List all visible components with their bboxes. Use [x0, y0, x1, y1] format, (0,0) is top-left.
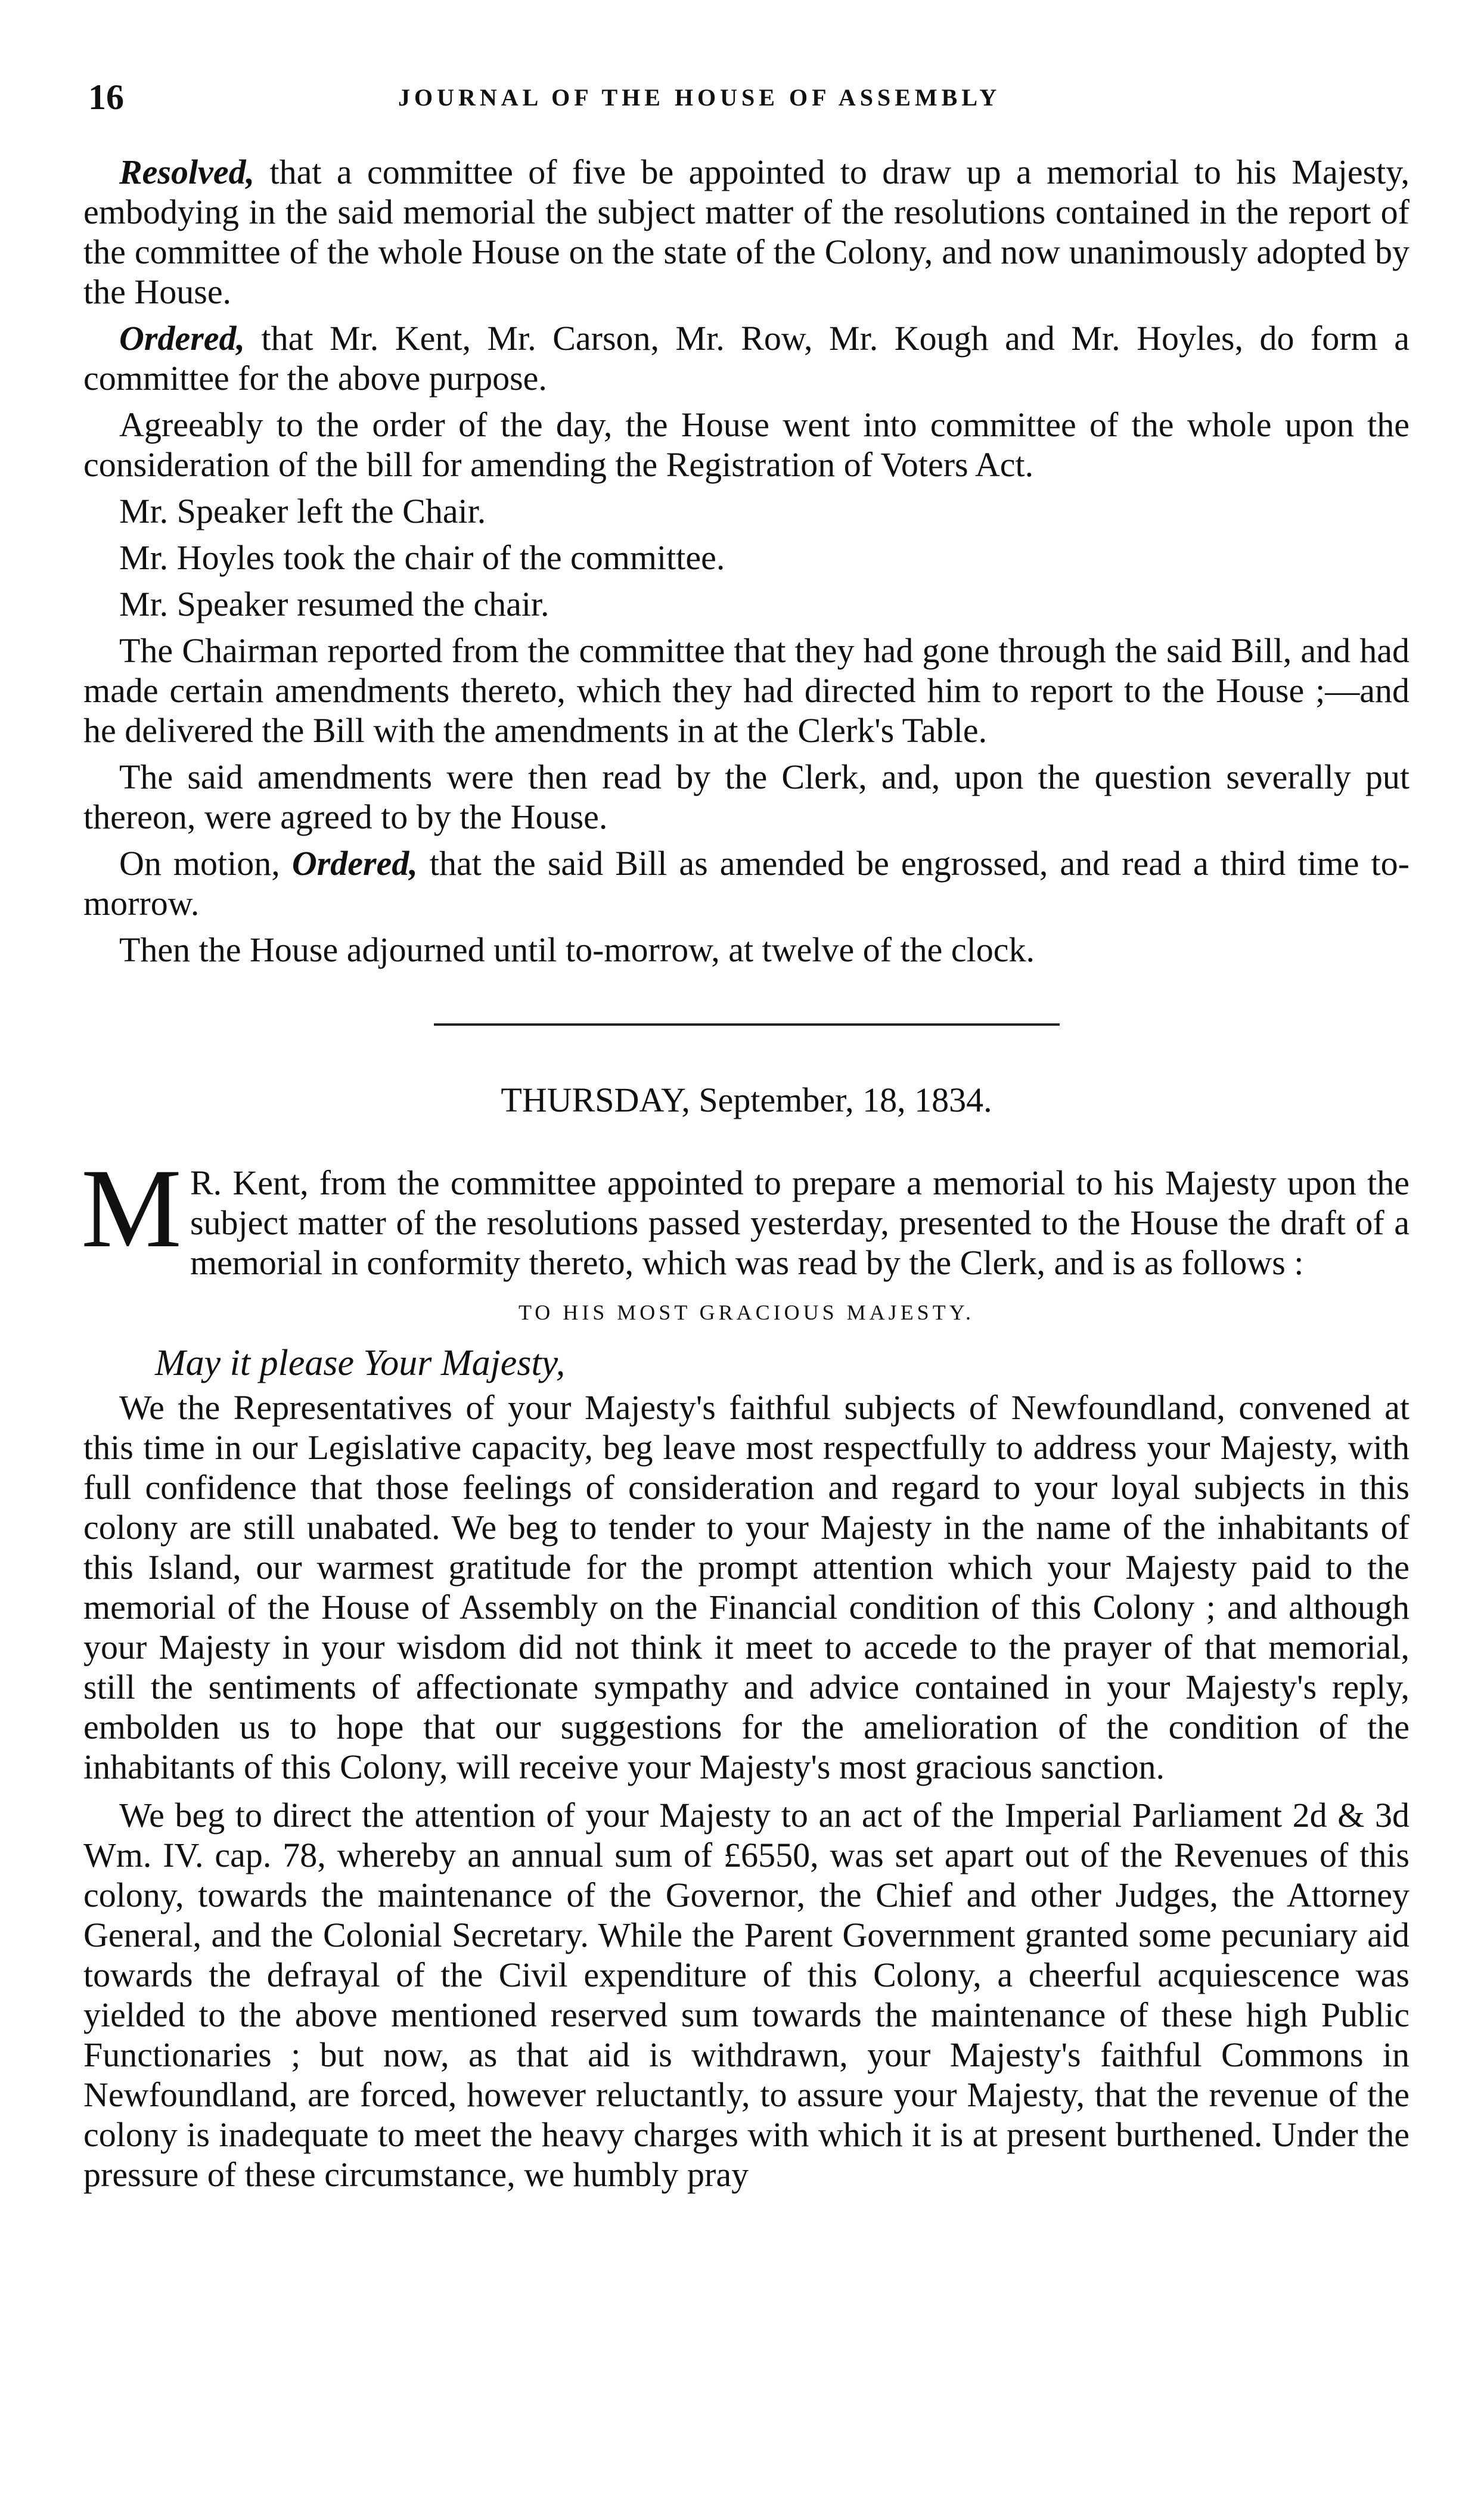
resolution-text: that a committee of five be appointed to draw up a memorial to his Majesty, embodying in the said memorial the subject matter of the resolutions contained in the report of the committee of the whole House on the state of the Colony, and now unanimously adopted by the House.	[83, 153, 1410, 311]
memorial-paragraph: We the Representatives of your Majesty's faithful subjects of Newfoundland, convened at this time in our Legislative capacity, beg leave most respectfully to address your Majesty, with full confidence that those feelings of consideration and regard to your loyal subjects in this colony are still unabated. We beg to tender to your Majesty in the name of the inhabitants of this Island, our warmest gratitude for the prompt attention which your Majesty paid to the memorial of the House of Assembly on the Financial condition of this Colony ; and although your Majesty in your wisdom did not think it meet to accede to the prayer of that memorial, still the sentiments of affectionate sympathy and advice contained in your Majesty's reply, embolden us to hope that our suggestions for the amelioration of the condition of the inhabitants of this Colony, will receive your Majesty's most gracious sanction.	[83, 1388, 1410, 1786]
chairman-report-paragraph: The Chairman reported from the committee that they had gone through the said Bill, and had made certain amendments thereto, which they had directed him to report to the House ;—and he delivered the Bill with the amendments in at the Clerk's Table.	[83, 631, 1410, 750]
memorial-body	[83, 1388, 1410, 2194]
adjournment-paragraph: Then the House adjourned until to-morrow, at twelve of the clock.	[119, 930, 1035, 969]
date-heading: THURSDAY, September, 18, 1834.	[501, 1081, 992, 1119]
resolved-label: Resolved,	[119, 153, 255, 191]
speaker-left-paragraph: Mr. Speaker left the Chair.	[119, 492, 486, 530]
memorial-title: TO HIS MOST GRACIOUS MAJESTY.	[518, 1300, 975, 1324]
memorial-paragraph: We beg to direct the attention of your Majesty to an act of the Imperial Parliament 2d & 3d Wm. IV. cap. 78, whereby an annual sum of £6550, was set apart out of the Revenues of this colony, towards the maintenance of the Governor, the Chief and other Judges, the Attorney General, and the Colonial Secretary. While the Parent Government granted some pecuniary aid towards the defrayal of the Civil expenditure of this Colony, a cheerful acquiescence was yielded to the above mentioned reserved sum towards the maintenance of these high Public Functionaries ; but now, as that aid is withdrawn, your Majesty's faithful Commons in Newfoundland, are forced, however reluctantly, to assure your Majesty, that the revenue of the colony is inadequate to meet the heavy charges with which it is at present burthened. Under the pressure of these circumstance, we humbly pray	[83, 1796, 1410, 2194]
committee-of-whole-paragraph: Agreeably to the order of the day, the House went into committee of the whole upon the consideration of the bill for amending the Registration of Voters Act.	[83, 405, 1410, 484]
drop-cap: M	[81, 1146, 182, 1271]
body-text	[83, 152, 1410, 2203]
running-head: JOURNAL OF THE HOUSE OF ASSEMBLY	[398, 84, 1001, 111]
memorial-intro-paragraph	[81, 1146, 1410, 1283]
engrossed-text: that the said Bill as amended be engrossed, and read a third time to-morrow.	[83, 844, 1410, 923]
page-header	[88, 76, 1405, 118]
engrossed-paragraph	[83, 843, 1410, 923]
amendments-agreed-paragraph: The said amendments were then read by the Clerk, and, upon the question severally put thereon, were agreed to by the House.	[83, 758, 1410, 836]
page-number: 16	[88, 77, 124, 117]
ordered-label: Ordered,	[291, 844, 418, 883]
motion-prefix: On motion,	[119, 844, 292, 883]
ordered-label: Ordered,	[119, 319, 246, 358]
memorial-salutation: May it please Your Majesty,	[155, 1343, 566, 1383]
section-divider	[434, 1023, 1060, 1026]
speaker-resumed-paragraph: Mr. Speaker resumed the chair.	[119, 585, 549, 623]
hoyles-chair-paragraph: Mr. Hoyles took the chair of the committee.	[119, 538, 725, 577]
order-committee-paragraph	[83, 318, 1410, 398]
order-committee-text: that Mr. Kent, Mr. Carson, Mr. Row, Mr. Kough and Mr. Hoyles, do form a committee for the above purpose.	[83, 319, 1410, 398]
memorial-intro-text: R. Kent, from the committee appointed to prepare a memorial to his Majesty upon the subject matter of the resolutions passed yesterday, presented to the House the draft of a memorial in conformity thereto, which was read by the Clerk, and is as follows :	[190, 1163, 1410, 1282]
resolution-paragraph	[83, 152, 1410, 312]
